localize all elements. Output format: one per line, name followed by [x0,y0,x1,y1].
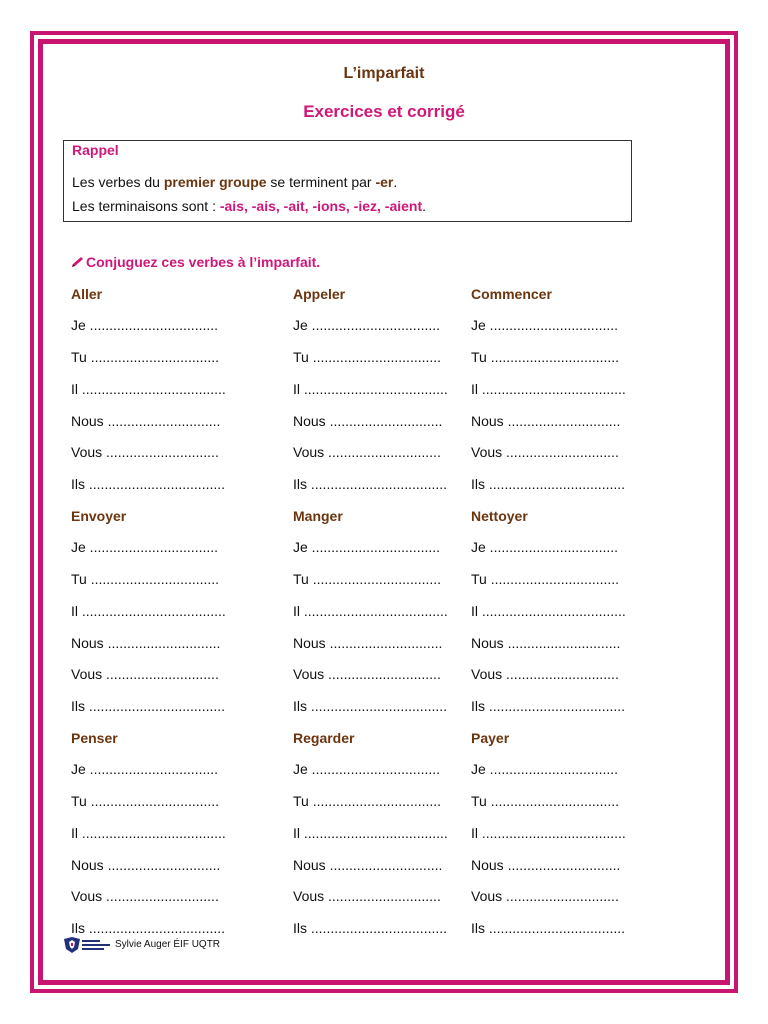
conjugation-line: Ils ................................... [293,698,448,714]
conjugation-line: Nous ............................. [471,635,621,651]
conjugation-line: Vous ............................. [471,444,619,460]
verb-block [293,286,468,496]
rappel-rule-line [72,174,397,190]
endings-highlight: -ais, -ais, -ait, -ions, -iez, -aient [219,198,423,214]
verb-name: Aller [71,286,103,302]
conjugation-line: Tu ................................. [471,793,620,809]
conjugation-line: Nous ............................. [293,413,443,429]
verb-block [71,286,246,496]
conjugation-line: Je ................................. [293,539,441,555]
conjugation-line: Il ..................................... [71,825,226,841]
verb-name: Nettoyer [471,508,528,524]
footer-author: Sylvie Auger ÉIF UQTR [115,939,221,950]
verb-name: Regarder [293,730,355,746]
exercise-instruction [71,254,320,271]
conjugation-line: Ils ................................... [71,920,226,936]
conjugation-line: Nous ............................. [71,413,221,429]
school-logo [63,936,113,959]
conjugation-line: Je ................................. [71,317,219,333]
rappel-text: Les verbes du [72,174,164,190]
conjugation-line: Ils ................................... [293,476,448,492]
verb-block [293,508,468,718]
conjugation-line: Ils ................................... [471,698,626,714]
conjugation-line: Je ................................. [471,539,619,555]
conjugation-line: Nous ............................. [471,413,621,429]
conjugation-line: Nous ............................. [71,635,221,651]
conjugation-line: Nous ............................. [471,857,621,873]
conjugation-line: Il ..................................... [71,603,226,619]
conjugation-line: Ils ................................... [471,476,626,492]
conjugation-line: Ils ................................... [71,698,226,714]
conjugation-line: Il ..................................... [293,381,448,397]
conjugation-line: Tu ................................. [293,571,442,587]
rappel-heading: Rappel [72,142,119,158]
verb-name: Payer [471,730,510,746]
verb-name: Manger [293,508,343,524]
instruction-text: Conjuguez ces verbes à l’imparfait. [86,254,321,270]
conjugation-line: Tu ................................. [71,571,220,587]
conjugation-line: Nous ............................. [293,857,443,873]
conjugation-line: Ils ................................... [293,920,448,936]
conjugation-line: Je ................................. [71,539,219,555]
verb-block [471,508,646,718]
conjugation-line: Nous ............................. [71,857,221,873]
conjugation-line: Je ................................. [471,317,619,333]
conjugation-line: Vous ............................. [471,888,619,904]
conjugation-line: Il ..................................... [471,603,626,619]
conjugation-line: Vous ............................. [71,666,219,682]
conjugation-line: Vous ............................. [471,666,619,682]
conjugation-line: Ils ................................... [471,920,626,936]
conjugation-line: Vous ............................. [71,888,219,904]
conjugation-line: Vous ............................. [293,666,441,682]
conjugation-line: Tu ................................. [293,349,442,365]
verb-block [293,730,468,940]
conjugation-line: Tu ................................. [71,349,220,365]
verb-block [71,508,246,718]
verb-name: Commencer [471,286,552,302]
conjugation-line: Vous ............................. [293,888,441,904]
rappel-text: se terminent par [266,174,376,190]
conjugation-line: Tu ................................. [471,571,620,587]
rappel-text: . [393,174,398,190]
conjugation-line: Nous ............................. [293,635,443,651]
rappel-endings-line [72,198,426,214]
conjugation-line: Vous ............................. [71,444,219,460]
rappel-text: Les terminaisons sont : [72,198,220,214]
verb-name: Penser [71,730,118,746]
page-title: L’imparfait [343,65,425,82]
conjugation-line: Tu ................................. [293,793,442,809]
conjugation-line: Tu ................................. [471,349,620,365]
conjugation-line: Il ..................................... [471,825,626,841]
premier-groupe-highlight: premier groupe [163,174,267,190]
er-ending-highlight: -er [375,174,394,190]
conjugation-line: Je ................................. [293,761,441,777]
conjugation-line: Il ..................................... [293,603,448,619]
conjugation-line: Je ................................. [71,761,219,777]
conjugation-line: Il ..................................... [71,381,226,397]
conjugation-line: Vous ............................. [293,444,441,460]
conjugation-line: Il ..................................... [293,825,448,841]
verb-block [471,286,646,496]
rappel-text: . [422,198,427,214]
rappel-box [63,140,632,222]
verb-name: Appeler [293,286,346,302]
verb-block [71,730,246,940]
conjugation-line: Je ................................. [293,317,441,333]
conjugation-line: Ils ................................... [71,476,226,492]
verb-block [471,730,646,940]
page-subtitle: Exercices et corrigé [303,102,465,121]
verb-name: Envoyer [71,508,127,524]
conjugation-line: Il ..................................... [471,381,626,397]
conjugation-line: Je ................................. [471,761,619,777]
pencil-icon [71,255,85,271]
conjugation-line: Tu ................................. [71,793,220,809]
